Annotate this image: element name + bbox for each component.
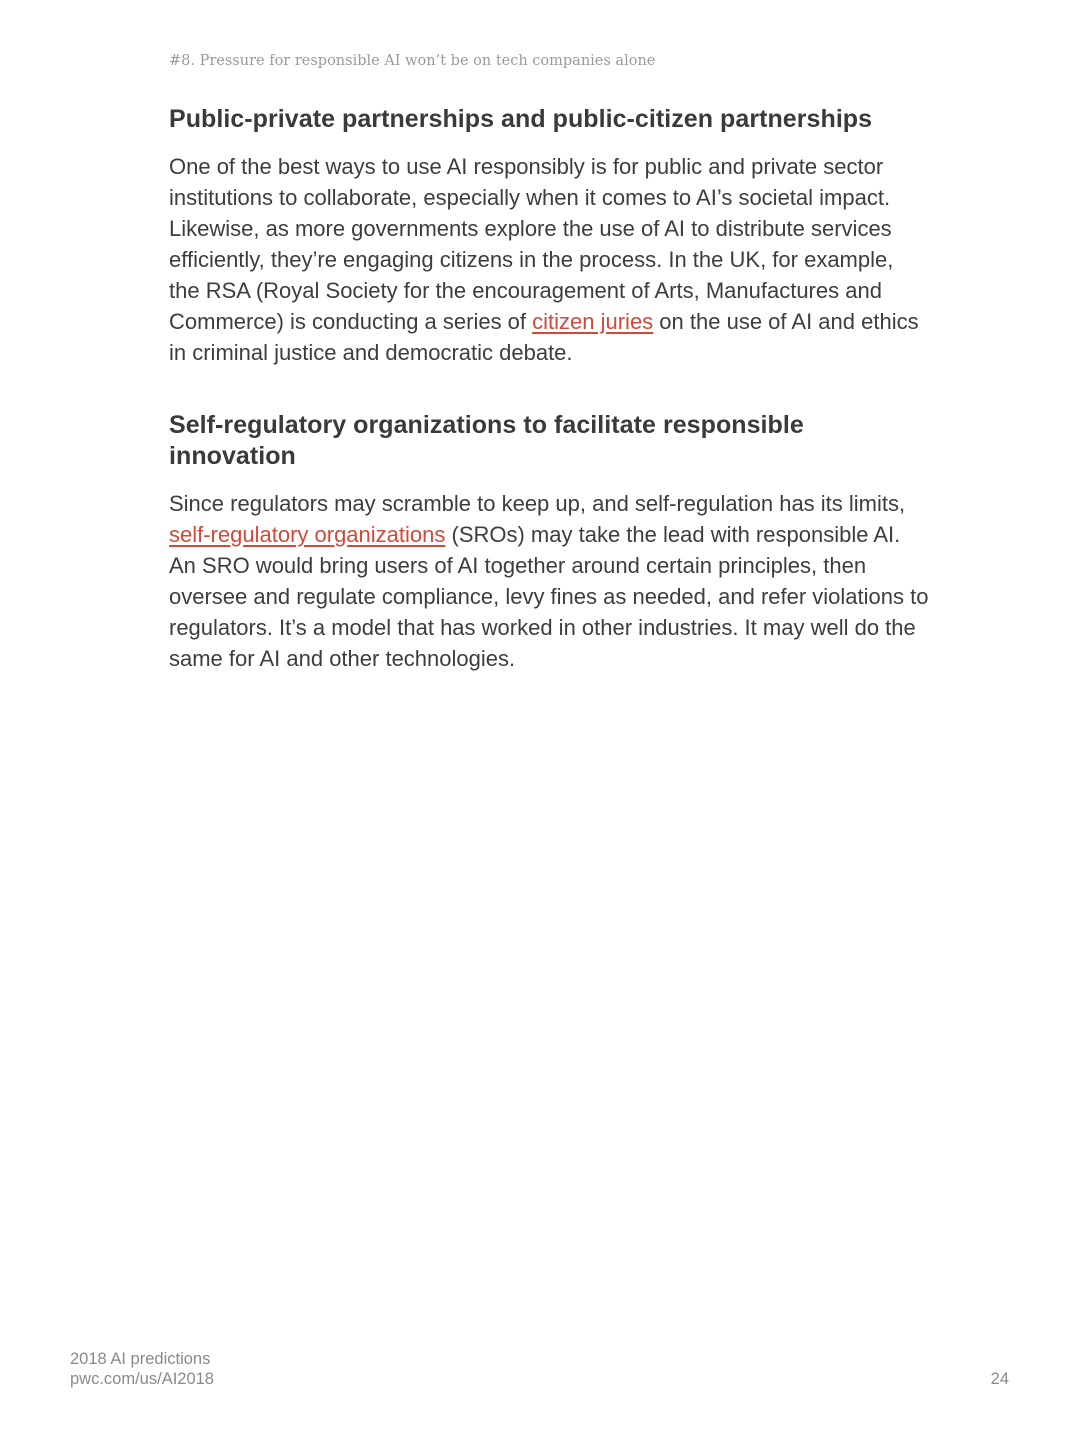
section-self-regulatory-organizations <box>169 410 929 674</box>
section-heading: Self-regulatory organizations to facilitate responsible innovation <box>169 411 804 470</box>
running-header: #8. Pressure for responsible AI won’t be on tech companies alone <box>169 53 656 69</box>
paragraph-text: on the use of AI and ethics in criminal justice and democratic debate. <box>169 309 919 365</box>
footer-publication: 2018 AI predictions <box>70 1350 211 1368</box>
self-regulatory-organizations-link[interactable]: self-regulatory organizations <box>169 522 446 547</box>
paragraph-text: Since regulators may scramble to keep up, and self-regulation has its limits, <box>169 491 906 516</box>
citizen-juries-link[interactable]: citizen juries <box>532 309 654 334</box>
section-paragraph <box>169 151 929 368</box>
section-public-private-partnerships <box>169 104 929 368</box>
paragraph-text: One of the best ways to use AI responsibly is for public and private sector institutions to collaborate, especially when it comes to AI’s societal impact. Likewise, as more governments explore the use of AI to distribute services efficiently, they’re engaging citizens in the process. In the UK, for example, the RSA (Royal Society for the encouragement of Arts, Manufactures and Commerce) is conducting a series of <box>169 154 894 334</box>
main-content <box>169 104 929 674</box>
section-paragraph <box>169 488 929 674</box>
page-number: 24 <box>990 1370 1009 1388</box>
page-footer <box>70 1349 214 1389</box>
paragraph-text: (SROs) may take the lead with responsible AI. An SRO would bring users of AI together around certain principles, then oversee and regulate compliance, levy fines as needed, and refer violations to regulators. It’s a model that has worked in other industries. It may well do the same for AI and other technologies. <box>169 522 929 671</box>
section-heading: Public-private partnerships and public-citizen partnerships <box>169 105 873 133</box>
footer-url: pwc.com/us/AI2018 <box>70 1370 214 1388</box>
